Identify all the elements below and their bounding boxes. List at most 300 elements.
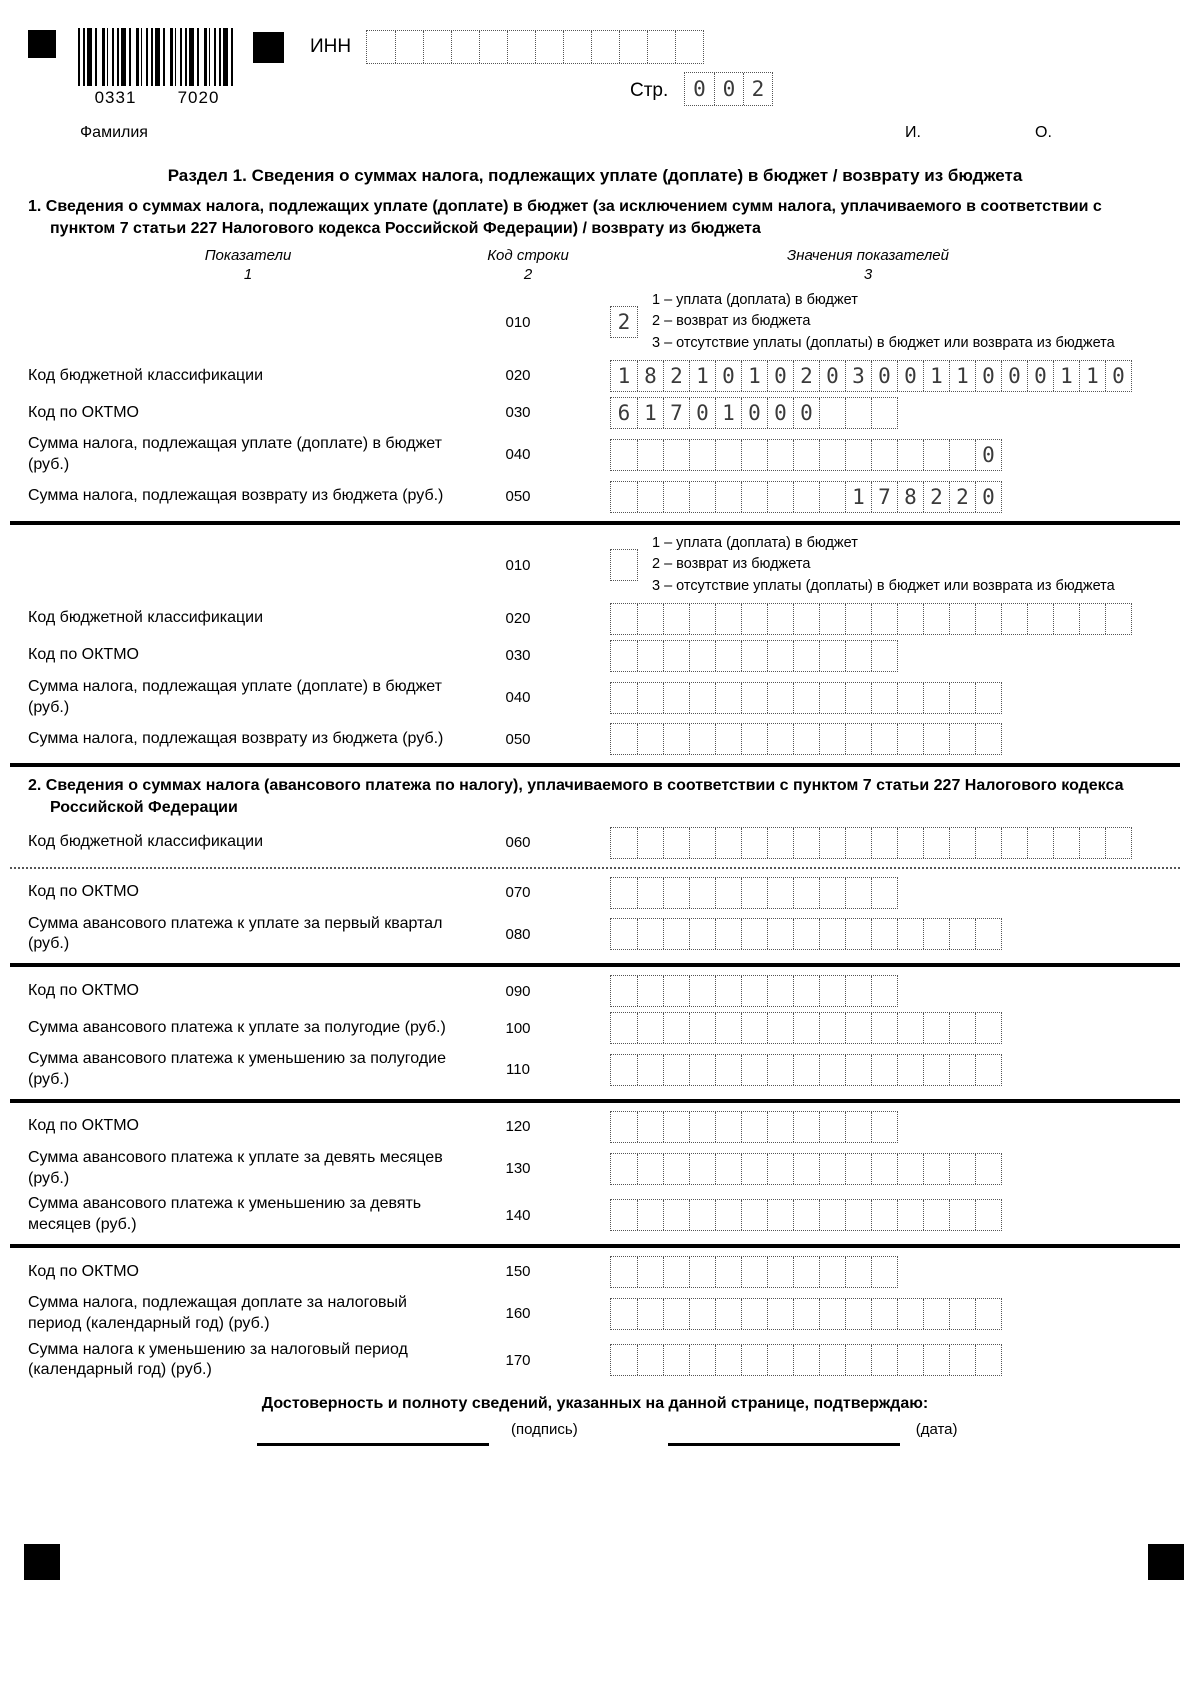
digit-cell[interactable]: 2 — [617, 310, 631, 335]
field-150-input[interactable] — [610, 1256, 898, 1288]
digit-cell[interactable] — [975, 919, 1001, 949]
digit-cell[interactable]: 0 — [819, 361, 845, 391]
digit-cell[interactable] — [663, 683, 689, 713]
digit-cell[interactable] — [663, 440, 689, 470]
digit-cell[interactable] — [923, 1055, 949, 1085]
digit-cell[interactable] — [793, 440, 819, 470]
digit-cell[interactable] — [563, 31, 591, 63]
digit-cell[interactable] — [1053, 828, 1079, 858]
digit-cell[interactable] — [975, 1154, 1001, 1184]
digit-cell[interactable]: 1 — [689, 361, 715, 391]
digit-cell[interactable] — [819, 1257, 845, 1287]
digit-cell[interactable] — [975, 1299, 1001, 1329]
digit-cell[interactable] — [871, 440, 897, 470]
digit-cell[interactable] — [923, 1299, 949, 1329]
digit-cell[interactable] — [819, 1345, 845, 1375]
digit-cell[interactable] — [423, 31, 451, 63]
digit-cell[interactable] — [819, 482, 845, 512]
digit-cell[interactable] — [741, 1055, 767, 1085]
digit-cell[interactable] — [689, 482, 715, 512]
digit-cell[interactable] — [663, 1200, 689, 1230]
digit-cell[interactable] — [871, 1112, 897, 1142]
digit-cell[interactable] — [767, 1055, 793, 1085]
digit-cell[interactable]: 1 — [1053, 361, 1079, 391]
digit-cell[interactable] — [637, 1257, 663, 1287]
digit-cell[interactable] — [663, 1154, 689, 1184]
digit-cell[interactable] — [871, 828, 897, 858]
digit-cell[interactable] — [871, 1200, 897, 1230]
digit-cell[interactable] — [845, 1013, 871, 1043]
digit-cell[interactable] — [741, 1299, 767, 1329]
digit-cell[interactable] — [793, 482, 819, 512]
digit-cell[interactable] — [793, 976, 819, 1006]
digit-cell[interactable] — [845, 724, 871, 754]
digit-cell[interactable] — [767, 1345, 793, 1375]
digit-cell[interactable] — [715, 976, 741, 1006]
digit-cell[interactable] — [663, 1013, 689, 1043]
digit-cell[interactable] — [715, 878, 741, 908]
digit-cell[interactable] — [897, 1345, 923, 1375]
digit-cell[interactable] — [767, 1154, 793, 1184]
digit-cell[interactable] — [897, 1299, 923, 1329]
digit-cell[interactable] — [663, 1257, 689, 1287]
field-080-input[interactable] — [610, 918, 1002, 950]
digit-cell[interactable]: 0 — [741, 398, 767, 428]
digit-cell[interactable] — [871, 1154, 897, 1184]
digit-cell[interactable] — [675, 31, 703, 63]
digit-cell[interactable] — [819, 398, 845, 428]
digit-cell[interactable] — [689, 1345, 715, 1375]
digit-cell[interactable] — [897, 919, 923, 949]
digit-cell[interactable] — [819, 1200, 845, 1230]
digit-cell[interactable]: 2 — [743, 73, 772, 105]
digit-cell[interactable] — [819, 1055, 845, 1085]
digit-cell[interactable] — [741, 440, 767, 470]
digit-cell[interactable]: 1 — [845, 482, 871, 512]
digit-cell[interactable] — [767, 724, 793, 754]
digit-cell[interactable] — [715, 1013, 741, 1043]
digit-cell[interactable] — [1027, 828, 1053, 858]
digit-cell[interactable] — [663, 976, 689, 1006]
digit-cell[interactable] — [845, 440, 871, 470]
digit-cell[interactable] — [845, 398, 871, 428]
digit-cell[interactable] — [637, 1299, 663, 1329]
field-070-input[interactable] — [610, 877, 898, 909]
digit-cell[interactable] — [845, 1345, 871, 1375]
digit-cell[interactable] — [793, 1257, 819, 1287]
digit-cell[interactable] — [741, 1345, 767, 1375]
digit-cell[interactable] — [715, 1055, 741, 1085]
digit-cell[interactable] — [949, 724, 975, 754]
digit-cell[interactable] — [637, 683, 663, 713]
digit-cell[interactable] — [689, 1055, 715, 1085]
inn-input[interactable] — [366, 30, 704, 64]
digit-cell[interactable] — [975, 1013, 1001, 1043]
digit-cell[interactable] — [689, 1013, 715, 1043]
digit-cell[interactable] — [715, 1154, 741, 1184]
digit-cell[interactable] — [611, 1257, 637, 1287]
digit-cell[interactable] — [793, 604, 819, 634]
digit-cell[interactable] — [897, 828, 923, 858]
digit-cell[interactable] — [949, 1013, 975, 1043]
digit-cell[interactable] — [923, 1200, 949, 1230]
digit-cell[interactable] — [793, 919, 819, 949]
digit-cell[interactable] — [715, 828, 741, 858]
digit-cell[interactable] — [741, 1154, 767, 1184]
digit-cell[interactable] — [871, 1055, 897, 1085]
digit-cell[interactable] — [663, 482, 689, 512]
digit-cell[interactable] — [741, 724, 767, 754]
digit-cell[interactable] — [819, 440, 845, 470]
digit-cell[interactable] — [845, 828, 871, 858]
digit-cell[interactable] — [741, 1112, 767, 1142]
signature-line[interactable] — [257, 1443, 489, 1446]
digit-cell[interactable]: 0 — [1001, 361, 1027, 391]
digit-cell[interactable] — [845, 1112, 871, 1142]
digit-cell[interactable]: 0 — [897, 361, 923, 391]
digit-cell[interactable] — [741, 604, 767, 634]
digit-cell[interactable] — [871, 1013, 897, 1043]
digit-cell[interactable] — [819, 878, 845, 908]
digit-cell[interactable] — [975, 1055, 1001, 1085]
digit-cell[interactable] — [845, 1055, 871, 1085]
digit-cell[interactable]: 2 — [923, 482, 949, 512]
digit-cell[interactable]: 1 — [923, 361, 949, 391]
digit-cell[interactable] — [767, 1200, 793, 1230]
digit-cell[interactable] — [767, 641, 793, 671]
digit-cell[interactable] — [923, 1154, 949, 1184]
digit-cell[interactable] — [637, 1154, 663, 1184]
digit-cell[interactable] — [663, 1055, 689, 1085]
digit-cell[interactable]: 7 — [663, 398, 689, 428]
digit-cell[interactable] — [845, 641, 871, 671]
digit-cell[interactable] — [611, 828, 637, 858]
field-050-input[interactable] — [610, 723, 1002, 755]
digit-cell[interactable] — [741, 1257, 767, 1287]
digit-cell[interactable] — [1001, 604, 1027, 634]
digit-cell[interactable] — [715, 1299, 741, 1329]
digit-cell[interactable] — [741, 1013, 767, 1043]
digit-cell[interactable] — [1105, 604, 1131, 634]
digit-cell[interactable] — [451, 31, 479, 63]
digit-cell[interactable] — [663, 604, 689, 634]
digit-cell[interactable] — [715, 683, 741, 713]
digit-cell[interactable] — [741, 683, 767, 713]
digit-cell[interactable] — [535, 31, 563, 63]
digit-cell[interactable] — [871, 641, 897, 671]
digit-cell[interactable]: 0 — [975, 440, 1001, 470]
digit-cell[interactable] — [741, 641, 767, 671]
digit-cell[interactable] — [637, 919, 663, 949]
field-030-input[interactable] — [610, 397, 898, 429]
digit-cell[interactable] — [819, 919, 845, 949]
digit-cell[interactable] — [793, 683, 819, 713]
digit-cell[interactable] — [507, 31, 535, 63]
digit-cell[interactable] — [845, 683, 871, 713]
digit-cell[interactable]: 3 — [845, 361, 871, 391]
digit-cell[interactable] — [637, 482, 663, 512]
digit-cell[interactable] — [611, 1299, 637, 1329]
digit-cell[interactable] — [647, 31, 675, 63]
digit-cell[interactable]: 0 — [975, 361, 1001, 391]
digit-cell[interactable] — [611, 550, 637, 580]
field-040-input[interactable] — [610, 682, 1002, 714]
digit-cell[interactable] — [395, 31, 423, 63]
digit-cell[interactable] — [637, 828, 663, 858]
digit-cell[interactable] — [871, 1257, 897, 1287]
digit-cell[interactable] — [871, 398, 897, 428]
digit-cell[interactable] — [923, 828, 949, 858]
digit-cell[interactable] — [923, 1345, 949, 1375]
digit-cell[interactable] — [741, 828, 767, 858]
digit-cell[interactable] — [741, 878, 767, 908]
digit-cell[interactable] — [975, 1345, 1001, 1375]
digit-cell[interactable] — [619, 31, 647, 63]
digit-cell[interactable] — [611, 976, 637, 1006]
digit-cell[interactable] — [793, 1154, 819, 1184]
digit-cell[interactable]: 0 — [1105, 361, 1131, 391]
digit-cell[interactable] — [819, 976, 845, 1006]
digit-cell[interactable] — [663, 1345, 689, 1375]
digit-cell[interactable] — [715, 604, 741, 634]
digit-cell[interactable] — [611, 919, 637, 949]
digit-cell[interactable] — [923, 1013, 949, 1043]
digit-cell[interactable] — [689, 919, 715, 949]
digit-cell[interactable] — [479, 31, 507, 63]
digit-cell[interactable] — [819, 1154, 845, 1184]
digit-cell[interactable] — [715, 482, 741, 512]
digit-cell[interactable] — [767, 1299, 793, 1329]
digit-cell[interactable] — [897, 724, 923, 754]
digit-cell[interactable] — [767, 878, 793, 908]
field-030-input[interactable] — [610, 640, 898, 672]
digit-cell[interactable] — [689, 828, 715, 858]
digit-cell[interactable] — [949, 919, 975, 949]
digit-cell[interactable] — [871, 683, 897, 713]
digit-cell[interactable]: 7 — [871, 482, 897, 512]
digit-cell[interactable] — [611, 1055, 637, 1085]
digit-cell[interactable] — [637, 1013, 663, 1043]
digit-cell[interactable]: 1 — [637, 398, 663, 428]
digit-cell[interactable] — [689, 1154, 715, 1184]
digit-cell[interactable] — [845, 1200, 871, 1230]
digit-cell[interactable] — [923, 683, 949, 713]
digit-cell[interactable] — [637, 604, 663, 634]
digit-cell[interactable] — [767, 828, 793, 858]
digit-cell[interactable] — [715, 641, 741, 671]
field-040-input[interactable] — [610, 439, 1002, 471]
digit-cell[interactable] — [637, 878, 663, 908]
digit-cell[interactable]: 0 — [714, 73, 743, 105]
digit-cell[interactable] — [1053, 604, 1079, 634]
field-020-input[interactable] — [610, 360, 1132, 392]
digit-cell[interactable] — [611, 641, 637, 671]
digit-cell[interactable] — [793, 828, 819, 858]
digit-cell[interactable] — [871, 878, 897, 908]
digit-cell[interactable] — [741, 1200, 767, 1230]
digit-cell[interactable] — [611, 440, 637, 470]
digit-cell[interactable] — [949, 1200, 975, 1230]
page-number-input[interactable] — [684, 72, 773, 106]
digit-cell[interactable] — [819, 683, 845, 713]
digit-cell[interactable] — [611, 604, 637, 634]
digit-cell[interactable]: 1 — [949, 361, 975, 391]
digit-cell[interactable] — [663, 641, 689, 671]
digit-cell[interactable] — [715, 724, 741, 754]
digit-cell[interactable] — [767, 440, 793, 470]
digit-cell[interactable] — [689, 604, 715, 634]
field-120-input[interactable] — [610, 1111, 898, 1143]
digit-cell[interactable]: 1 — [617, 363, 631, 388]
digit-cell[interactable] — [975, 683, 1001, 713]
field-090-input[interactable] — [610, 975, 898, 1007]
digit-cell[interactable] — [611, 724, 637, 754]
digit-cell[interactable] — [871, 724, 897, 754]
digit-cell[interactable] — [871, 1299, 897, 1329]
digit-cell[interactable] — [1105, 828, 1131, 858]
digit-cell[interactable] — [637, 641, 663, 671]
digit-cell[interactable] — [767, 482, 793, 512]
digit-cell[interactable] — [741, 482, 767, 512]
field-100-input[interactable] — [610, 1012, 1002, 1044]
field-060-input[interactable] — [610, 827, 1132, 859]
digit-cell[interactable]: 0 — [767, 398, 793, 428]
digit-cell[interactable] — [793, 724, 819, 754]
digit-cell[interactable]: 1 — [741, 361, 767, 391]
digit-cell[interactable] — [663, 1112, 689, 1142]
field-110-input[interactable] — [610, 1054, 1002, 1086]
digit-cell[interactable] — [897, 440, 923, 470]
digit-cell[interactable] — [819, 1013, 845, 1043]
digit-cell[interactable] — [871, 604, 897, 634]
digit-cell[interactable] — [637, 1200, 663, 1230]
digit-cell[interactable] — [767, 1112, 793, 1142]
digit-cell[interactable] — [845, 976, 871, 1006]
digit-cell[interactable] — [689, 1200, 715, 1230]
digit-cell[interactable] — [845, 878, 871, 908]
digit-cell[interactable]: 0 — [793, 398, 819, 428]
digit-cell[interactable]: 8 — [897, 482, 923, 512]
digit-cell[interactable]: 6 — [617, 400, 631, 425]
digit-cell[interactable] — [715, 1345, 741, 1375]
date-line[interactable] — [668, 1443, 900, 1446]
digit-cell[interactable] — [845, 604, 871, 634]
field-130-input[interactable] — [610, 1153, 1002, 1185]
digit-cell[interactable] — [949, 828, 975, 858]
digit-cell[interactable]: 0 — [715, 361, 741, 391]
digit-cell[interactable] — [897, 604, 923, 634]
digit-cell[interactable] — [663, 1299, 689, 1329]
digit-cell[interactable] — [1079, 604, 1105, 634]
digit-cell[interactable] — [689, 976, 715, 1006]
digit-cell[interactable] — [923, 604, 949, 634]
digit-cell[interactable] — [975, 828, 1001, 858]
digit-cell[interactable] — [819, 641, 845, 671]
digit-cell[interactable] — [793, 641, 819, 671]
digit-cell[interactable] — [923, 919, 949, 949]
digit-cell[interactable] — [611, 1112, 637, 1142]
digit-cell[interactable] — [689, 440, 715, 470]
digit-cell[interactable] — [793, 1200, 819, 1230]
digit-cell[interactable]: 0 — [767, 361, 793, 391]
digit-cell[interactable] — [741, 919, 767, 949]
digit-cell[interactable] — [767, 1013, 793, 1043]
digit-cell[interactable] — [871, 1345, 897, 1375]
digit-cell[interactable] — [949, 440, 975, 470]
digit-cell[interactable] — [793, 878, 819, 908]
digit-cell[interactable] — [637, 440, 663, 470]
digit-cell[interactable] — [897, 1154, 923, 1184]
digit-cell[interactable] — [715, 1257, 741, 1287]
digit-cell[interactable] — [715, 440, 741, 470]
digit-cell[interactable] — [949, 683, 975, 713]
digit-cell[interactable] — [949, 1299, 975, 1329]
field-140-input[interactable] — [610, 1199, 1002, 1231]
digit-cell[interactable] — [897, 1013, 923, 1043]
digit-cell[interactable] — [975, 604, 1001, 634]
digit-cell[interactable] — [611, 1013, 637, 1043]
field-050-input[interactable] — [610, 481, 1002, 513]
digit-cell[interactable] — [715, 919, 741, 949]
digit-cell[interactable] — [793, 1013, 819, 1043]
digit-cell[interactable] — [767, 1257, 793, 1287]
digit-cell[interactable] — [949, 1345, 975, 1375]
digit-cell[interactable] — [611, 683, 637, 713]
digit-cell[interactable] — [975, 1200, 1001, 1230]
digit-cell[interactable] — [741, 976, 767, 1006]
digit-cell[interactable] — [871, 919, 897, 949]
digit-cell[interactable] — [611, 1154, 637, 1184]
digit-cell[interactable] — [1027, 604, 1053, 634]
digit-cell[interactable] — [793, 1055, 819, 1085]
digit-cell[interactable] — [689, 1257, 715, 1287]
digit-cell[interactable] — [845, 1299, 871, 1329]
digit-cell[interactable] — [897, 1055, 923, 1085]
digit-cell[interactable] — [611, 482, 637, 512]
digit-cell[interactable] — [689, 641, 715, 671]
digit-cell[interactable]: 0 — [693, 77, 706, 101]
digit-cell[interactable] — [819, 828, 845, 858]
digit-cell[interactable] — [715, 1112, 741, 1142]
digit-cell[interactable] — [949, 604, 975, 634]
digit-cell[interactable] — [689, 1299, 715, 1329]
digit-cell[interactable] — [819, 1112, 845, 1142]
digit-cell[interactable] — [845, 1154, 871, 1184]
digit-cell[interactable] — [689, 1112, 715, 1142]
digit-cell[interactable] — [637, 976, 663, 1006]
digit-cell[interactable] — [637, 724, 663, 754]
digit-cell[interactable]: 2 — [663, 361, 689, 391]
digit-cell[interactable]: 0 — [871, 361, 897, 391]
digit-cell[interactable] — [819, 724, 845, 754]
field-160-input[interactable] — [610, 1298, 1002, 1330]
digit-cell[interactable] — [767, 683, 793, 713]
field-010-input[interactable] — [610, 306, 638, 338]
digit-cell[interactable] — [845, 919, 871, 949]
digit-cell[interactable] — [949, 1055, 975, 1085]
digit-cell[interactable]: 1 — [715, 398, 741, 428]
digit-cell[interactable]: 2 — [949, 482, 975, 512]
digit-cell[interactable] — [793, 1112, 819, 1142]
digit-cell[interactable] — [949, 1154, 975, 1184]
digit-cell[interactable] — [975, 724, 1001, 754]
digit-cell[interactable]: 0 — [975, 482, 1001, 512]
digit-cell[interactable] — [637, 1112, 663, 1142]
digit-cell[interactable] — [663, 919, 689, 949]
digit-cell[interactable]: 0 — [1027, 361, 1053, 391]
digit-cell[interactable] — [871, 976, 897, 1006]
digit-cell[interactable] — [897, 683, 923, 713]
